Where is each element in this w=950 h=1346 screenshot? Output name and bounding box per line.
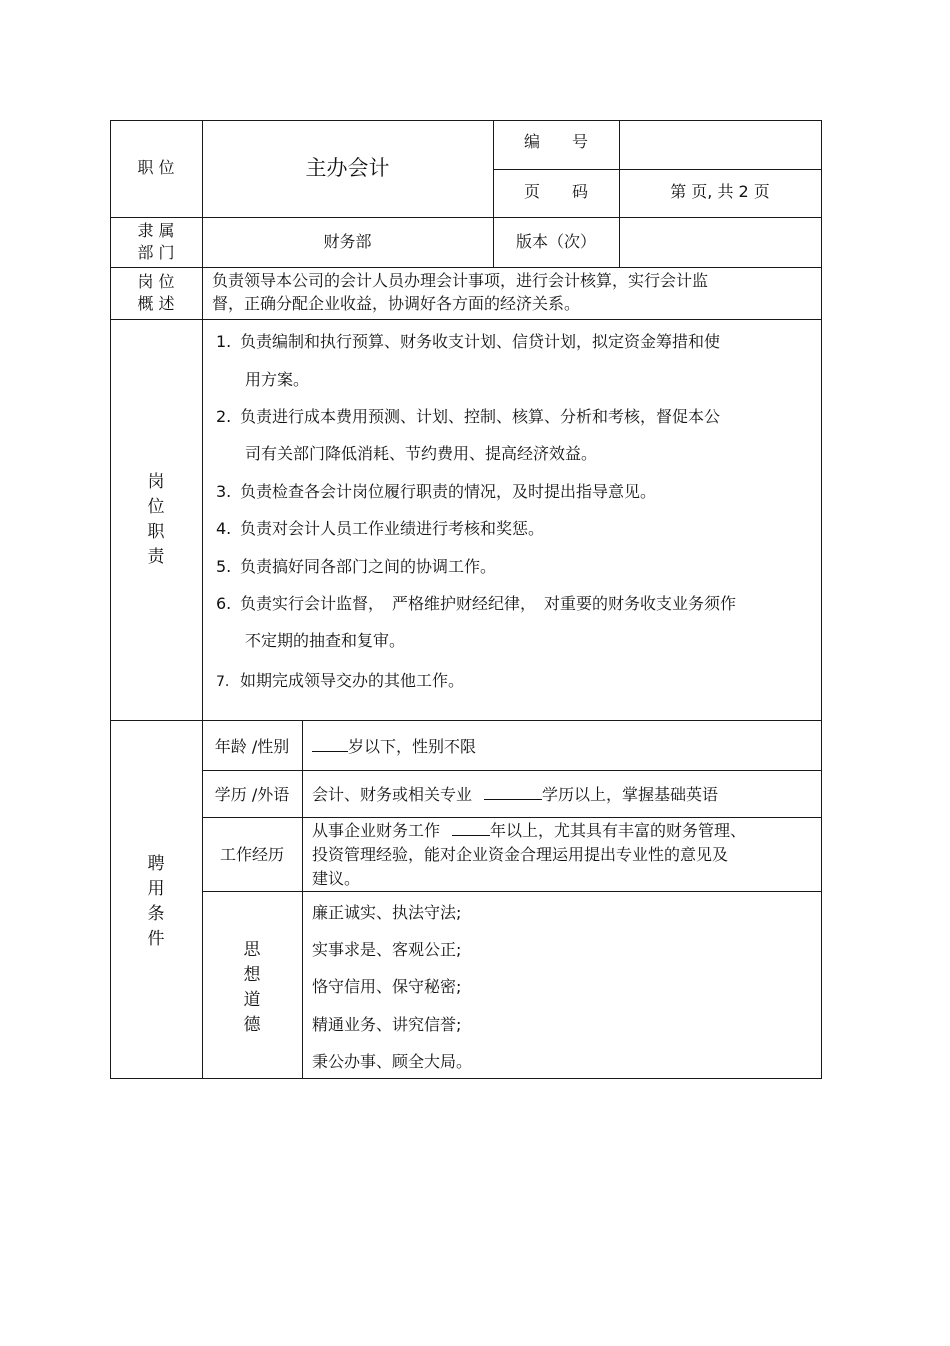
ethics-item: 廉正诚实、执法守法; xyxy=(312,903,462,922)
ethics-item: 实事求是、客观公正; xyxy=(312,940,462,959)
position-value: 主办会计 xyxy=(305,156,390,180)
duty-text: 负责检查各会计岗位履行职责的情况，及时提出指导意见。 xyxy=(240,482,657,501)
requirements-label-char: 条 xyxy=(147,904,165,924)
edu-value-row xyxy=(312,785,718,805)
ethics-label-char: 德 xyxy=(243,1015,261,1035)
ethics-item: 恪守信用、保守秘密; xyxy=(312,977,462,996)
edu-value-1: 会计、财务或相关专业 xyxy=(312,785,473,804)
exp-text-1b: 年以上，尤其具有丰富的财务管理、 xyxy=(490,821,747,840)
requirements-label-char: 聘 xyxy=(147,854,165,874)
duty-number: 5. xyxy=(216,557,232,576)
number-label: 编 号 xyxy=(523,132,588,151)
duty-text: 负责进行成本费用预测、计划、控制、核算、分析和考核，督促本公 xyxy=(240,407,721,426)
duty-text: 负责编制和执行预算、财务收支计划、信贷计划，拟定资金筹措和使 xyxy=(240,332,721,351)
ethics-label xyxy=(237,938,267,1038)
page-label: 页 码 xyxy=(523,182,588,201)
exp-label: 工作经历 xyxy=(219,845,284,864)
overview-label-line-1: 岗 位 xyxy=(137,272,175,291)
overview-label xyxy=(110,271,202,315)
dept-value: 财务部 xyxy=(323,232,372,251)
duties-label-char: 位 xyxy=(147,497,165,517)
duties-label-char: 责 xyxy=(147,547,165,567)
ethics-item: 秉公办事、顾全大局。 xyxy=(312,1052,473,1071)
overview-line-1: 负责领导本公司的会计人员办理会计事项，进行会计核算，实行会计监 xyxy=(212,271,709,290)
age-value: 岁以下，性别不限 xyxy=(348,737,477,756)
age-blank xyxy=(312,737,348,752)
duty-number: 7. xyxy=(216,674,230,690)
exp-line-3: 建议。 xyxy=(312,869,361,888)
overview-label-line-2: 概 述 xyxy=(137,294,175,313)
duties-label-char: 职 xyxy=(147,522,165,542)
edu-label: 学历 /外语 xyxy=(214,785,290,804)
duty-number: 6. xyxy=(216,594,232,613)
duties-label-char: 岗 xyxy=(147,472,165,492)
duty-text: 司有关部门降低消耗、节约费用、提高经济效益。 xyxy=(245,444,598,463)
position-label: 职 位 xyxy=(137,158,175,177)
duty-text: 负责实行会计监督， 严格维护财经纪律， 对重要的财务收支业务须作 xyxy=(240,594,737,613)
requirements-label xyxy=(141,852,171,952)
edu-blank xyxy=(484,785,542,800)
duty-text: 负责对会计人员工作业绩进行考核和奖惩。 xyxy=(240,519,545,538)
exp-text-1a: 从事企业财务工作 xyxy=(312,821,441,840)
overview-line-2: 督，正确分配企业收益，协调好各方面的经济关系。 xyxy=(212,294,581,313)
duty-number: 3. xyxy=(216,482,232,501)
duty-text: 不定期的抽查和复审。 xyxy=(245,631,406,650)
ethics-label-char: 想 xyxy=(243,965,261,985)
dept-label-line-2: 部 门 xyxy=(137,243,175,262)
requirements-label-char: 件 xyxy=(147,929,165,949)
age-label: 年龄 /性别 xyxy=(214,737,290,756)
duty-text: 如期完成领导交办的其他工作。 xyxy=(240,671,465,690)
exp-line-2: 投资管理经验，能对企业资金合理运用提出专业性的意见及 xyxy=(312,845,729,864)
duty-text: 负责搞好同各部门之间的协调工作。 xyxy=(240,557,497,576)
duty-number: 1. xyxy=(216,332,232,351)
ethics-label-char: 思 xyxy=(243,940,261,960)
age-value-row xyxy=(312,737,476,757)
dept-label xyxy=(110,220,202,264)
exp-blank xyxy=(452,821,490,836)
page-value: 第 页, 共 2 页 xyxy=(670,182,770,201)
dept-label-line-1: 隶 属 xyxy=(137,221,175,240)
duty-number: 4. xyxy=(216,519,232,538)
duties-label xyxy=(141,470,171,570)
version-label: 版本（次） xyxy=(515,232,596,251)
requirements-label-char: 用 xyxy=(147,879,165,899)
ethics-item: 精通业务、讲究信誉; xyxy=(312,1015,462,1034)
duty-text: 用方案。 xyxy=(245,370,310,389)
edu-value-2: 学历以上，掌握基础英语 xyxy=(542,785,719,804)
duty-number: 2. xyxy=(216,407,232,426)
exp-line-1 xyxy=(312,821,746,841)
ethics-label-char: 道 xyxy=(243,990,261,1010)
